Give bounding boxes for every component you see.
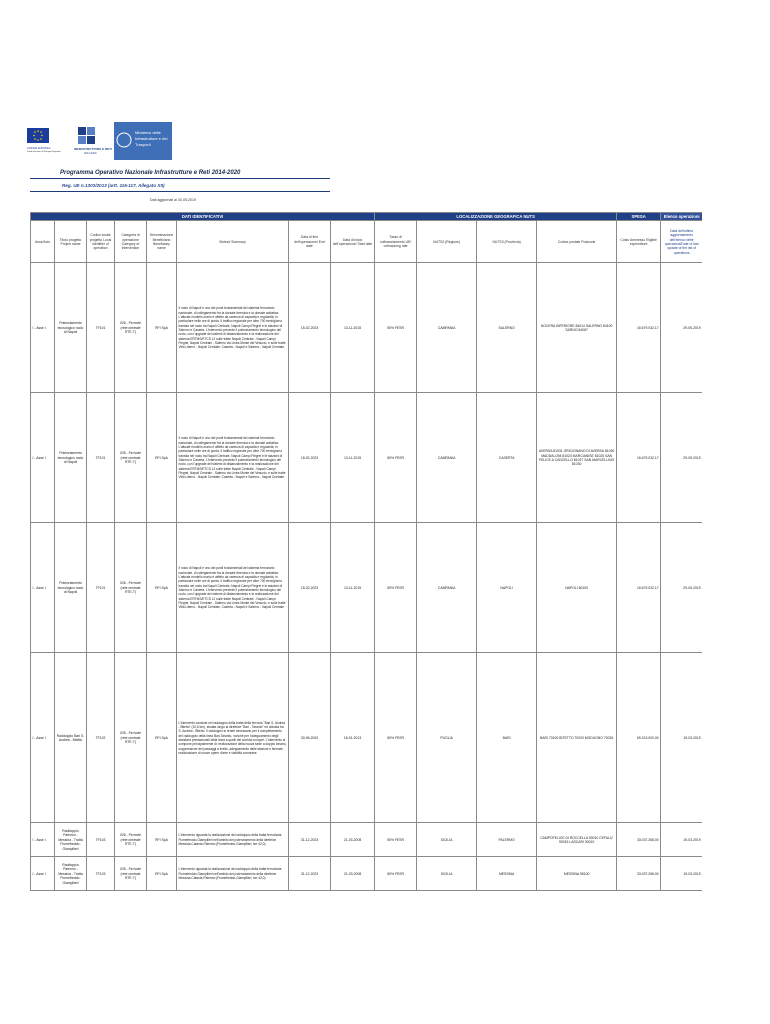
- table-row: [31, 857, 703, 891]
- cell-codice: TF101: [87, 393, 115, 523]
- cell-data-inizio: 13-11-2015: [331, 263, 375, 393]
- pon-logo: [74, 127, 112, 155]
- cell-nuts3: MESSINA: [477, 857, 537, 891]
- cell-tasso: 50% FESR: [375, 263, 417, 393]
- cell-costo: 16.679.032,17: [617, 393, 661, 523]
- col-data-inizio: Data di inizio dell'operazione/ Start date: [331, 221, 375, 263]
- operations-table-wrapper: [30, 212, 702, 892]
- col-asse: Asse/Axis: [31, 221, 55, 263]
- cell-data-fine: 31-12-2023: [289, 823, 331, 857]
- col-data-fine: Data di fine dell'operazione/ End date: [289, 221, 331, 263]
- cell-titolo: Raddoppio Bari S. Andrea - Bitetto: [55, 653, 87, 823]
- pon-logo-text: INFRASTRUTTURE E RETI: [74, 147, 112, 151]
- cell-asse: I - Asse I: [31, 523, 55, 653]
- cell-nuts3: BARI: [477, 653, 537, 823]
- cell-categoria: 026 - Ferrovie (rete centrale RTE-T): [115, 263, 147, 393]
- cell-titolo: Raddoppio Palermo - Messina - Tratta Fiumefreddo-Giampilieri: [55, 857, 87, 891]
- eu-logo-label: UNIONE EUROPEA: [27, 147, 51, 150]
- cell-data-aggiornamento: 29-05-2019: [661, 523, 702, 653]
- cell-codice: TF103: [87, 857, 115, 891]
- cell-beneficiario: RFI SpA: [147, 393, 177, 523]
- col-costo: Costo Ammesso Eligible expenditure: [617, 221, 661, 263]
- col-categoria: Categoria di operazione Category of intervention: [115, 221, 147, 263]
- cell-sintesi: L'intervento riguarda la realizzazione del raddoppio della tratta ferroviaria Fiumefreddo-Giampilieri nell'ambito del potenziamento della direttrice Messina-Catania-Palermo (Fiumefreddo-Giampilieri, km 42,0).: [177, 857, 289, 891]
- pon-logo-sub: 2014-2020: [84, 152, 97, 155]
- cell-nuts3: PALERMO: [477, 823, 537, 857]
- cell-categoria: 026 - Ferrovie (rete centrale RTE-T): [115, 653, 147, 823]
- cell-codice: TF103: [87, 823, 115, 857]
- cell-beneficiario: RFI SpA: [147, 857, 177, 891]
- cell-data-aggiornamento: 29-05-2019: [661, 393, 702, 523]
- cell-beneficiario: RFI SpA: [147, 523, 177, 653]
- cell-nuts2: CAMPANIA: [417, 263, 477, 393]
- cell-sintesi: Il nodo di Napoli è uno dei punti fondamentali del sistema ferroviario nazionale, di collegamento fra la dorsale tirrenica e la dorsale adriatica. L'attuale modello orario è affetto da carenza di capacità e regolarità, in particolare nelle ore di punta. Il traffico regionale per oltre 700 treni/giorno transita nel nodo tra Napoli Centrale, Napoli Campi Flegrei e le stazioni di Salerno e Caserta. L'intervento prevede il potenziamento tecnologico del nodo, con l'upgrade dei sistemi di distanziamento e la realizzazione del sistema ERTMS/ETCS L2 sulle tratte Napoli Centrale - Napoli Campi Flegrei, Napoli Centrale - Salerno via Linea Monte del Vesuvio, e sulle tratte Villa Literno - Napoli Centrale, Caserta - Napoli e Salerno - Napoli Centrale.: [177, 523, 289, 653]
- update-date: Dati aggiornati al 30.05.2019: [150, 198, 196, 202]
- cell-data-inizio: 21-03-2008: [331, 823, 375, 857]
- subtitle-divider: [30, 191, 330, 192]
- cell-tasso: 50% FESR: [375, 523, 417, 653]
- cell-cap: NAPOLI 80100: [537, 523, 617, 653]
- col-nuts2: NUTS2 (Regione): [417, 221, 477, 263]
- cell-sintesi: Il nodo di Napoli è uno dei punti fondamentali del sistema ferroviario nazionale, di collegamento fra la dorsale tirrenica e la dorsale adriatica. L'attuale modello orario è affetto da carenza di capacità e regolarità, in particolare nelle ore di punta. Il traffico regionale per oltre 700 treni/giorno transita nel nodo tra Napoli Centrale, Napoli Campi Flegrei e le stazioni di Salerno e Caserta. L'intervento prevede il potenziamento tecnologico del nodo, con l'upgrade dei sistemi di distanziamento e la realizzazione del sistema ERTMS/ETCS L2 sulle tratte Napoli Centrale - Napoli Campi Flegrei, Napoli Centrale - Salerno via Linea Monte del Vesuvio, e sulle tratte Villa Literno - Napoli Centrale, Caserta - Napoli e Salerno - Napoli Centrale.: [177, 263, 289, 393]
- ministry-logo-line-1: Ministero delle: [135, 130, 161, 135]
- cell-sintesi: L'intervento riguarda la realizzazione del raddoppio della tratta ferroviaria Fiumefreddo-Giampilieri nell'ambito del potenziamento della direttrice Messina-Catania-Palermo (Fiumefreddo-Giampilieri, km 42,0).: [177, 823, 289, 857]
- cell-tasso: 50% FESR: [375, 393, 417, 523]
- cell-data-aggiornamento: 19-03-2019: [661, 823, 702, 857]
- cell-codice: TF102: [87, 653, 115, 823]
- cell-cap: BARI 70100 BITETTO 70020 MODUGNO 70026: [537, 653, 617, 823]
- cell-data-aggiornamento: 19-03-2019: [661, 653, 702, 823]
- cell-sintesi: L'intervento consiste nel raddoppio della tratta della ferrovia "Bari S. Andrea - Bitetto" (10,6 km), situata lungo la direttrice "Bari - Taranto" ed ubicata tra S. Andrea - Bitetto. Il raddoppio si rende necessario per il completamento del raddoppio della linea Bari-Taranto, nonché per l'adeguamento degli standard prestazionali della linea a quelli dei corridoi europei. L'intervento si compone principalmente di: realizzazione della nuova sede a doppio binario, soppressione dei passaggi a livello, adeguamento delle stazioni e fermate, realizzazione di nuove opere d'arte e viabilità connesse.: [177, 653, 289, 823]
- cell-data-fine: 15-02-2023: [289, 523, 331, 653]
- table-row: [31, 393, 703, 523]
- ministry-logo-line-2: Infrastrutture e dei: [135, 136, 168, 141]
- cell-titolo: Potenziamento tecnologico nodo di Napoli: [55, 393, 87, 523]
- cell-codice: TF101: [87, 523, 115, 653]
- cell-asse: I - Asse I: [31, 263, 55, 393]
- table-row: [31, 523, 703, 653]
- band-elenco-operazioni: Elenco operazioni: [661, 213, 702, 221]
- cell-sintesi: Il nodo di Napoli è uno dei punti fondamentali del sistema ferroviario nazionale, di collegamento fra la dorsale tirrenica e la dorsale adriatica. L'attuale modello orario è affetto da carenza di capacità e regolarità, in particolare nelle ore di punta. Il traffico regionale per oltre 700 treni/giorno transita nel nodo tra Napoli Centrale, Napoli Campi Flegrei e le stazioni di Salerno e Caserta. L'intervento prevede il potenziamento tecnologico del nodo, con l'upgrade dei sistemi di distanziamento e la realizzazione del sistema ERTMS/ETCS L2 sulle tratte Napoli Centrale - Napoli Campi Flegrei, Napoli Centrale - Salerno via Linea Monte del Vesuvio, e sulle tratte Villa Literno - Napoli Centrale, Caserta - Napoli e Salerno - Napoli Centrale.: [177, 393, 289, 523]
- cell-categoria: 026 - Ferrovie (rete centrale RTE-T): [115, 823, 147, 857]
- col-data-aggiornamento: Data dell'ultimo aggiornamento dell'elenco delle operazioni/Date of last update of the list of operations: [661, 221, 702, 263]
- cell-categoria: 026 - Ferrovie (rete centrale RTE-T): [115, 857, 147, 891]
- ministry-logo-line-3: Trasporti: [135, 142, 151, 147]
- cell-nuts3: CASERTA: [477, 393, 537, 523]
- cell-data-fine: 15-02-2023: [289, 393, 331, 523]
- cell-nuts2: CAMPANIA: [417, 393, 477, 523]
- cell-codice: TF101: [87, 263, 115, 393]
- cell-data-fine: 31-12-2023: [289, 857, 331, 891]
- col-codice: Codice locale progetto Local identifier of operation: [87, 221, 115, 263]
- cell-costo: 33.037.268,00: [617, 823, 661, 857]
- cell-cap: NOCERA INFERIORE 84014 SALERNO 84100 SARNO 84087: [537, 263, 617, 393]
- cell-data-inizio: 16-01-2013: [331, 653, 375, 823]
- cell-cap: CAMPOFELICE DI ROCCELLA 90010 CEFALU' 90015 LASCARI 90010: [537, 823, 617, 857]
- cell-data-inizio: 13-11-2015: [331, 393, 375, 523]
- cell-beneficiario: RFI SpA: [147, 263, 177, 393]
- cell-beneficiario: RFI SpA: [147, 653, 177, 823]
- cell-nuts2: SICILIA: [417, 823, 477, 857]
- cell-tasso: 50% FESR: [375, 857, 417, 891]
- document-subtitle: Reg. UE n.1303/2013 (artt. 115-117, Allegato XII): [62, 183, 165, 188]
- cell-asse: I - Asse I: [31, 857, 55, 891]
- title-divider: [30, 178, 330, 179]
- operations-table: [30, 212, 702, 891]
- col-denominazione: Denominazione Beneficiario Beneficiary name: [147, 221, 177, 263]
- cell-data-fine: 15-02-2023: [289, 263, 331, 393]
- cell-cap: MESSINA 98100: [537, 857, 617, 891]
- cell-cap: AVERSA 81031 GRICIGNANO DI AVERSA 81030 MADDALONI 81024 MARCIANISE 81025 SAN FELICE A CANCELLO 81027 SAN MARCELLINO 81030: [537, 393, 617, 523]
- cell-titolo: Potenziamento tecnologico nodo di Napoli: [55, 263, 87, 393]
- cell-costo: 69.313.000,00: [617, 653, 661, 823]
- cell-asse: I - Asse I: [31, 653, 55, 823]
- cell-costo: 16.679.032,17: [617, 523, 661, 653]
- cell-data-fine: 30-06-2020: [289, 653, 331, 823]
- table-row: [31, 823, 703, 857]
- cell-tasso: 50% FESR: [375, 653, 417, 823]
- cell-asse: I - Asse I: [31, 823, 55, 857]
- cell-categoria: 026 - Ferrovie (rete centrale RTE-T): [115, 393, 147, 523]
- cell-data-aggiornamento: 29-05-2019: [661, 263, 702, 393]
- cell-nuts2: SICILIA: [417, 857, 477, 891]
- cell-costo: 33.037.268,00: [617, 857, 661, 891]
- band-spesa: SPESA: [617, 213, 661, 221]
- col-tasso: Tasso di cofinanziamento UE/ cofinancing rate: [375, 221, 417, 263]
- cell-nuts3: SALERNO: [477, 263, 537, 393]
- cell-costo: 16.679.032,17: [617, 263, 661, 393]
- cell-nuts2: CAMPANIA: [417, 523, 477, 653]
- cell-asse: I - Asse I: [31, 393, 55, 523]
- table-row: [31, 653, 703, 823]
- cell-data-aggiornamento: 19-03-2019: [661, 857, 702, 891]
- col-titolo: Titolo progetto Project name: [55, 221, 87, 263]
- document-title: Programma Operativo Nazionale Infrastrutture e Reti 2014-2020: [60, 170, 241, 176]
- eu-flag-logo: [27, 128, 62, 153]
- cell-nuts3: NAPOLI: [477, 523, 537, 653]
- cell-titolo: Potenziamento tecnologico nodo di Napoli: [55, 523, 87, 653]
- cell-beneficiario: RFI SpA: [147, 823, 177, 857]
- cell-categoria: 026 - Ferrovie (rete centrale RTE-T): [115, 523, 147, 653]
- col-cap: Codice postale Postcode: [537, 221, 617, 263]
- ministry-logo: [114, 122, 172, 160]
- cell-tasso: 50% FESR: [375, 823, 417, 857]
- table-row: [31, 263, 703, 393]
- col-sintesi: Sintesi/ Summary: [177, 221, 289, 263]
- cell-nuts2: PUGLIA: [417, 653, 477, 823]
- eu-logo-sub: Fondo Europeo di Sviluppo Regionale: [27, 151, 61, 153]
- col-nuts3: NUTS3 (Provincia): [477, 221, 537, 263]
- cell-titolo: Raddoppio Palermo - Messina - Tratta Fiumefreddo-Giampilieri: [55, 823, 87, 857]
- header-logos: [26, 120, 176, 165]
- band-dati-identificativi: DATI IDENTIFICATIVI: [31, 213, 375, 221]
- band-localizzazione: LOCALIZZAZIONE GEOGRAFICA NUTS: [375, 213, 617, 221]
- cell-data-inizio: 21-03-2008: [331, 857, 375, 891]
- cell-data-inizio: 13-11-2015: [331, 523, 375, 653]
